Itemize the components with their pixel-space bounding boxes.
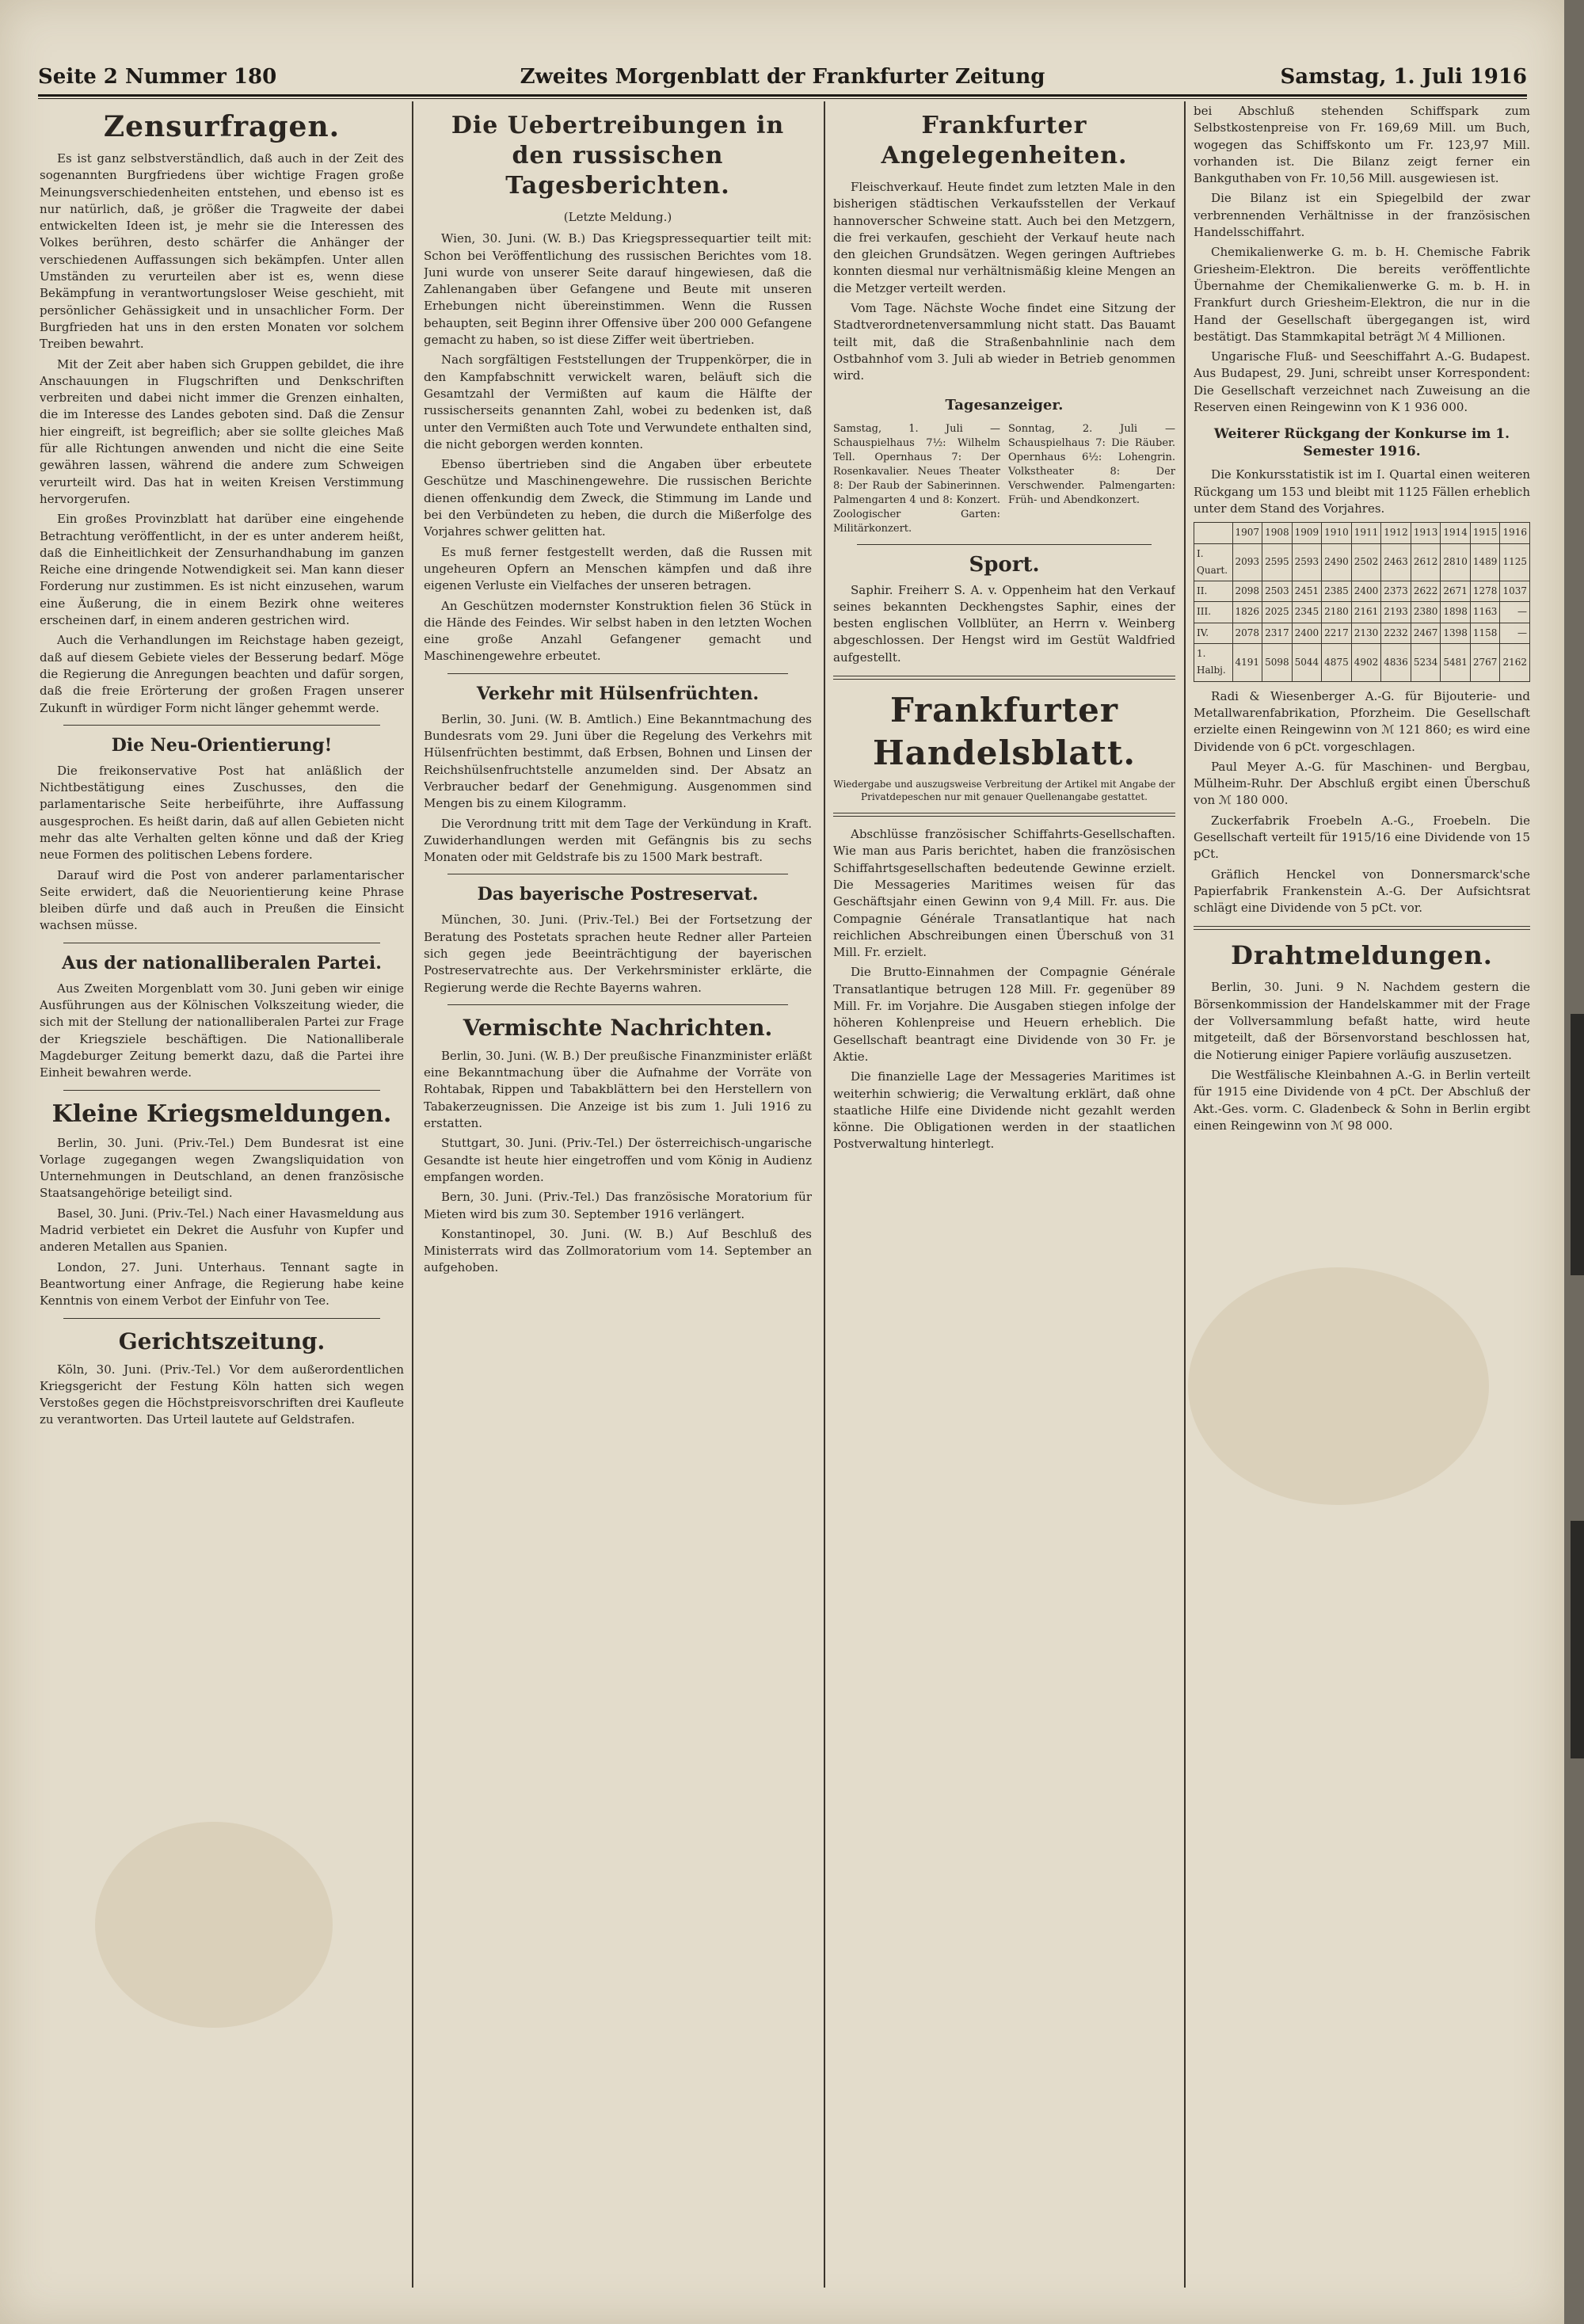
table-header-cell: 1908 <box>1262 523 1293 543</box>
table-header-cell: 1910 <box>1322 523 1352 543</box>
table-cell: 2467 <box>1411 623 1441 643</box>
table-cell: I. Quart. <box>1194 543 1233 581</box>
table-cell: 1398 <box>1441 623 1471 643</box>
article-paragraph: Auch die Verhandlungen im Reichstage haben gezeigt, daß auf diesem Gebiete vieles der Besserung bedarf. Möge die Regierung die Anregungen beachten und dafür sorgen, daß die freie Erörterung der großen Fragen unserer Zukunft in würdiger Form nicht länger gehemmt werde. <box>40 633 404 715</box>
table-cell: 2317 <box>1262 623 1293 643</box>
table-header-cell: 1911 <box>1351 523 1381 543</box>
table-body <box>1194 543 1530 681</box>
table-cell: 4875 <box>1322 644 1352 682</box>
article-paragraph: Chemikalienwerke G. m. b. H. Chemische Fabrik Griesheim-Elektron. Die bereits veröffentlichte Übernahme der Chemikalienwerke G. m. b. H. in Frankfurt durch Griesheim-Elektron, die nur in die Hand der Gesellschaft übergegangen ist, wird bestätigt. Das Stammkapital beträgt ℳ 4 Millionen. <box>1194 245 1530 344</box>
table-cell: 2400 <box>1351 581 1381 602</box>
table-cell: 2345 <box>1292 602 1322 623</box>
table-header-row <box>1194 523 1530 543</box>
table-cell: 4902 <box>1351 644 1381 682</box>
article-paragraph: Darauf wird die Post von anderer parlamentarischer Seite erwidert, daß die Neuorientierung keine Phrase bleiben dürfe und daß auch in Preußen die Einsicht wachsen müsse. <box>40 867 404 933</box>
article-paragraph: Basel, 30. Juni. (Priv.-Tel.) Nach einer Havasmeldung aus Madrid verbietet ein Dekret die Ausfuhr von Kupfer und anderen Metallen aus Spanien. <box>40 1206 404 1255</box>
table-row <box>1194 623 1530 643</box>
table-cell: III. <box>1194 602 1233 623</box>
article-paragraph: Konstantinopel, 30. Juni. (W. B.) Auf Beschluß des Ministerrats wird das Zollmoratorium vom 14. September an aufgehoben. <box>424 1226 812 1275</box>
table-cell: 4191 <box>1232 644 1262 682</box>
column-3 <box>833 103 1175 2289</box>
article-separator <box>857 544 1152 545</box>
table-cell: 2593 <box>1292 543 1322 581</box>
table-cell: 1489 <box>1470 543 1500 581</box>
article-heading: Das bayerische Postreservat. <box>477 884 759 905</box>
listing-sunday: Sonntag, 2. Juli — Schauspielhaus 7: Die Räuber. Opernhaus 6½: Lohengrin. Volkstheater 8: Der Verschwender. Palmengarten: Früh- und Abendkonzert. <box>1008 422 1175 506</box>
article-separator <box>447 1004 788 1005</box>
article-heading: Vermischte Nachrichten. <box>463 1014 773 1041</box>
masthead-title: Zweites Morgenblatt der Frankfurter Zeitung <box>520 65 1045 89</box>
section-rule <box>833 676 1175 680</box>
table-header-cell: 1915 <box>1470 523 1500 543</box>
article-paragraph: Stuttgart, 30. Juni. (Priv.-Tel.) Der österreichisch-ungarische Gesandte ist heute hier eingetroffen und vom König in Audienz empfangen worden. <box>424 1136 812 1184</box>
article-separator <box>63 1090 380 1091</box>
table-cell: 1278 <box>1470 581 1500 602</box>
table-cell: II. <box>1194 581 1233 602</box>
article-paragraph: Berlin, 30. Juni. (Priv.-Tel.) Dem Bundesrat ist eine Vorlage zugegangen wegen Zwangsliquidation von Unternehmungen in Deutschland, an denen französische Staatsangehörige beteiligt sind. <box>40 1135 404 1201</box>
table-cell: 2385 <box>1322 581 1352 602</box>
article-heading: Frankfurter Angelegenheiten. <box>881 112 1128 170</box>
table-cell: 5481 <box>1441 644 1471 682</box>
listing-saturday: Samstag, 1. Juli — Schauspielhaus 7½: Wilhelm Tell. Opernhaus 7: Der Rosenkavalier. Neues Theater 8: Der Raub der Sabinerinnen. Palmengarten 4 und 8: Konzert. Zoologischer Garten: Militärkonzert. <box>833 422 1000 535</box>
article-paragraph: Die Verordnung tritt mit dem Tage der Verkündung in Kraft. Zuwiderhandlungen werden mit Gefängnis bis zu sechs Monaten oder mit Geldstrafe bis zu 1500 Mark bestraft. <box>424 816 812 865</box>
column-4 <box>1194 103 1530 2289</box>
bankruptcy-table <box>1194 522 1530 681</box>
table-cell: 2463 <box>1381 543 1411 581</box>
article-paragraph: Es ist ganz selbstverständlich, daß auch in der Zeit des sogenannten Burgfriedens über wichtige Fragen große Meinungsverschiedenheiten entstehen, und ebenso ist es nur natürlich, daß, je größer die Tragweite der dabei entwickelten Ideen ist, je mehr sie die Interessen des Volkes berühren, desto schärfer die Anhänger der verschiedenen Auffassungen sich bekämpfen. Unter allen Umständen zu verurteilen aber ist es, wenn diese Bekämpfung in verantwortungsloser Weise geschieht, mit persönlicher Gehässigkeit und in unsachlicher Form. Der Burgfrieden hat uns in den ersten Monaten vor solchem Treiben bewahrt. <box>40 151 404 352</box>
article-paragraph: Berlin, 30. Juni. (W. B.) Der preußische Finanzminister erläßt eine Bekanntmachung über die Aufnahme der Vorräte von Rohtabak, Rippen und Tabakblättern bei den Herstellern von Tabakerzeugnissen. Die Anzeige ist bis zum 1. Juli 1916 zu erstatten. <box>424 1048 812 1131</box>
article-paragraph: Berlin, 30. Juni. (W. B. Amtlich.) Eine Bekanntmachung des Bundesrats vom 29. Juni über die Regelung des Verkehrs mit Hülsenfrüchten bestimmt, daß Erbsen, Bohnen und Linsen der Reichshülsenfruchtstelle anzumelden sind. Der Absatz an Verbraucher bedarf der Genehmigung. Ausgenommen sind Mengen bis zu einem Kilogramm. <box>424 711 812 811</box>
article-paragraph: Berlin, 30. Juni. 9 N. Nachdem gestern die Börsenkommission der Handelskammer mit der Frage der Vollversammlung befaßt hatte, wird heute mitgeteilt, daß der Börsenvorstand beschlossen hat, die Notierung einiger Papiere vorläufig auszusetzen. <box>1194 980 1530 1062</box>
event-listings <box>833 422 1175 536</box>
table-cell: 2767 <box>1470 644 1500 682</box>
table-cell: 2232 <box>1381 623 1411 643</box>
header-rule <box>38 98 1527 99</box>
header-rule <box>38 94 1527 97</box>
table-cell: 1898 <box>1441 602 1471 623</box>
article-separator <box>447 673 788 674</box>
section-rule <box>833 813 1175 817</box>
table-cell: 2380 <box>1411 602 1441 623</box>
table-header-cell <box>1194 523 1233 543</box>
table-header-cell: 1916 <box>1500 523 1530 543</box>
article-paragraph: London, 27. Juni. Unterhaus. Tennant sagte in Beantwortung einer Anfrage, die Regierung habe keine Kenntnis von einem Verbot der Einfuhr von Tee. <box>40 1259 404 1309</box>
table-cell: 2503 <box>1262 581 1293 602</box>
article-paragraph: Gräflich Henckel von Donnersmarck'sche Papierfabrik Frankenstein A.-G. Der Aufsichtsrat schlägt eine Dividende von 5 pCt. vor. <box>1194 867 1530 916</box>
table-header-cell: 1912 <box>1381 523 1411 543</box>
table-cell: 4836 <box>1381 644 1411 682</box>
table-cell: 1125 <box>1500 543 1530 581</box>
table-cell: 5098 <box>1262 644 1293 682</box>
article-separator <box>63 725 380 726</box>
table-header-cell: 1913 <box>1411 523 1441 543</box>
article-heading: Die Uebertreibungen in den russischen Tagesberichten. <box>451 112 785 200</box>
table-cell: — <box>1500 623 1530 643</box>
table-cell: 2025 <box>1262 602 1293 623</box>
article-paragraph: Paul Meyer A.-G. für Maschinen- und Bergbau, Mülheim-Ruhr. Der Abschluß ergibt einen Überschuß von ℳ 180 000. <box>1194 759 1530 808</box>
table-header-cell: 1907 <box>1232 523 1262 543</box>
article-heading: Kleine Kriegsmeldungen. <box>51 1099 392 1128</box>
article-heading: Die Neu-Orientierung! <box>111 734 333 756</box>
section-heading: Tagesanzeiger. <box>945 396 1064 413</box>
issue-date: Samstag, 1. Juli 1916 <box>1280 65 1527 89</box>
column-divider <box>412 101 413 2288</box>
section-heading: Sport. <box>969 552 1040 577</box>
article-heading: Aus der nationalliberalen Partei. <box>62 952 382 973</box>
table-header-cell: 1909 <box>1292 523 1322 543</box>
page-number: Seite 2 Nummer 180 <box>38 65 277 89</box>
article-paragraph: Aus Zweiten Morgenblatt vom 30. Juni geben wir einige Ausführungen aus der Kölnischen Volkszeitung wieder, die sich mit der Stellung der nationalliberalen Partei zur Frage der Kriegsziele beschäftigen. Die Nationalliberale Magdeburger Zeitung bemerkt dazu, daß die Partei ihre Einheit bewahren werde. <box>40 981 404 1080</box>
article-paragraph: Vom Tage. Nächste Woche findet eine Sitzung der Stadtverordnetenversammlung nicht statt. Das Bauamt teilt mit, daß die Straßenbahnlinie nach dem Ostbahnhof vom 3. Juli ab wieder in Betrieb genommen wird. <box>833 301 1175 383</box>
article-heading: Zensurfragen. <box>103 110 341 143</box>
table-cell: 2162 <box>1500 644 1530 682</box>
table-cell: 2130 <box>1351 623 1381 643</box>
table-cell: 2093 <box>1232 543 1262 581</box>
column-2 <box>424 103 812 2289</box>
article-paragraph: Die finanzielle Lage der Messageries Maritimes ist weiterhin schwierig; die Verwaltung erklärt, daß ohne staatliche Hilfe eine Dividende nicht gezahlt werden könne. Die Obligationen werden in der staatlichen Postverwaltung hinterlegt. <box>833 1069 1175 1152</box>
article-heading: Gerichtszeitung. <box>118 1328 326 1354</box>
article-paragraph: Fleischverkauf. Heute findet zum letzten Male in den bisherigen städtischen Verkaufsstellen der Verkauf hannoverscher Schweine statt. Auch bei den Metzgern, die frei verkaufen, geschieht der Verkauf heute nach den gleichen Grundsätzen. Wegen geringen Auftriebes konnten diesmal nur verhältnismäßig kleine Mengen an die Metzger verteilt werden. <box>833 180 1175 295</box>
table-row <box>1194 602 1530 623</box>
article-paragraph: Bern, 30. Juni. (Priv.-Tel.) Das französische Moratorium für Mieten wird bis zum 30. September 1916 verlängert. <box>424 1190 812 1221</box>
binding-clip <box>1571 1014 1584 1275</box>
table-row <box>1194 543 1530 581</box>
article-paragraph: bei Abschluß stehenden Schiffspark zum Selbstkostenpreise von Fr. 169,69 Mill. um Buch, wogegen das Schiffskonto um Fr. 123,97 Mill. vorhanden ist. Die Bilanz zeigt ferner ein Bankguthaben von Fr. 10,56 Mill. ausgewiesen ist. <box>1194 104 1530 186</box>
article-subtitle: (Letzte Meldung.) <box>563 210 672 224</box>
article-paragraph: Wien, 30. Juni. (W. B.) Das Kriegspressequartier teilt mit: Schon bei Veröffentlichung des russischen Berichtes vom 18. Juni wurde von unserer Seite darauf hingewiesen, daß die Zahlenangaben über Gefangene und Beute mit unseren Erhebungen nicht übereinstimmen. Wenn die Russen behaupten, seit Beginn ihrer Offensive über 200 000 Gefangene gemacht zu haben, so ist diese Ziffer weit übertrieben. <box>424 231 812 348</box>
article-paragraph: München, 30. Juni. (Priv.-Tel.) Bei der Fortsetzung der Beratung des Postetats sprachen heute Redner aller Parteien sich gegen jede Beeinträchtigung der bayerischen Postreservatrechte aus. Der Verkehrsminister erklärte, die Regierung werde die Rechte Bayerns wahren. <box>424 912 812 995</box>
article-paragraph: Die freikonservative Post hat anläßlich der Nichtbestätigung eines Zuschusses, den die parlamentarische Seite herbeiführte, ihre Auffassung ausgesprochen. Es heißt darin, daß auf allen Gebieten nicht mehr das alte Verhalten gelten könne und daß der Krieg neue Formen des politischen Lebens fordere. <box>40 763 404 863</box>
table-cell: 2098 <box>1232 581 1262 602</box>
table-cell: 2612 <box>1411 543 1441 581</box>
article-paragraph: Zuckerfabrik Froebeln A.-G., Froebeln. Die Gesellschaft verteilt für 1915/16 eine Dividende von 15 pCt. <box>1194 813 1530 862</box>
article-paragraph: Mit der Zeit aber haben sich Gruppen gebildet, die ihre Anschauungen in Flugschriften und Denkschriften verbreiten und dabei nicht immer die Grenzen einhalten, die im Interesse des Landes geboten sind. Daß die Zensur hier eingreift, ist begreiflich; aber sie sollte gleiches Maß für alle Richtungen anwenden und nicht die eine Seite gewähren lassen, während die andere zum Schweigen verurteilt wird. Das hat in weiten Kreisen Verstimmung hervorgerufen. <box>40 356 404 506</box>
article-paragraph: Ebenso übertrieben sind die Angaben über erbeutete Geschütze und Maschinengewehre. Die russischen Berichte dienen offenkundig dem Zweck, die Stimmung im Lande und bei den Verbündeten zu heben, die durch die Mißerfolge des Vorjahres schwer gelitten hat. <box>424 457 812 539</box>
table-cell: 2400 <box>1292 623 1322 643</box>
column-divider <box>1184 101 1186 2288</box>
reprint-notice: Wiedergabe und auszugsweise Verbreitung der Artikel mit Angabe der Privatdepeschen nur mit genauer Quellenangabe gestattet. <box>833 779 1175 803</box>
table-cell: 2595 <box>1262 543 1293 581</box>
article-paragraph: Radi & Wiesenberger A.-G. für Bijouterie- und Metallwarenfabrikation, Pforzheim. Die Gesellschaft erzielte einen Reingewinn von ℳ 121 860; es wird eine Dividende von 6 pCt. vorgeschlagen. <box>1194 688 1530 754</box>
table-cell: 1. Halbj. <box>1194 644 1233 682</box>
table-header-cell: 1914 <box>1441 523 1471 543</box>
table-cell: 2078 <box>1232 623 1262 643</box>
table-cell: 2490 <box>1322 543 1352 581</box>
column-divider <box>824 101 825 2288</box>
article-paragraph: Saphir. Freiherr S. A. v. Oppenheim hat den Verkauf seines bekannten Deckhengstes Saphir, eines der besten englischen Vollblüter, an Herrn v. Weinberg abgeschlossen. Der Hengst wird im Gestüt Waldfried aufgestellt. <box>833 582 1175 665</box>
article-heading: Weiterer Rückgang der Konkurse im 1. Semester 1916. <box>1213 426 1510 460</box>
article-paragraph: Die Konkursstatistik ist im I. Quartal einen weiteren Rückgang um 153 und bleibt mit 1125 Fällen erheblich unter dem Stand des Vorjahres. <box>1194 467 1530 516</box>
article-paragraph: An Geschützen modernster Konstruktion fielen 36 Stück in die Hände des Feindes. Wir selbst haben in den letzten Wochen eine große Anzahl Gefangener gemacht und Maschinengewehre erbeutet. <box>424 598 812 664</box>
section-banner: Frankfurter Handelsblatt. <box>872 691 1137 773</box>
table-cell: 2810 <box>1441 543 1471 581</box>
article-paragraph: Ein großes Provinzblatt hat darüber eine eingehende Betrachtung veröffentlicht, in der es unter anderem heißt, daß die Einheitlichkeit der Zensurhandhabung im ganzen Reiche eine dringende Notwendigkeit sei. Man kann dieser Forderung nur zustimmen. Es ist nicht einzusehen, warum eine Äußerung, die in einem Bezirk ohne weiteres erscheinen darf, in einem anderen gestrichen wird. <box>40 512 404 628</box>
article-heading: Verkehr mit Hülsenfrüchten. <box>476 683 760 704</box>
section-heading: Drahtmeldungen. <box>1231 940 1493 971</box>
table-cell: 2671 <box>1441 581 1471 602</box>
article-separator <box>63 1318 380 1319</box>
article-paragraph: Ungarische Fluß- und Seeschiffahrt A.-G. Budapest. Aus Budapest, 29. Juni, schreibt unser Korrespondent: Die Gesellschaft verzeichnet nach Zuweisung an die Reserven einen Reingewinn von K 1 936 000. <box>1194 349 1530 415</box>
table-row <box>1194 581 1530 602</box>
article-paragraph: Die Westfälische Kleinbahnen A.-G. in Berlin verteilt für 1915 eine Dividende von 4 pCt. Der Abschluß der Akt.-Ges. vorm. C. Gladenbeck & Sohn in Berlin ergibt einen Reingewinn von ℳ 98 000. <box>1194 1067 1530 1133</box>
table-cell: 2451 <box>1292 581 1322 602</box>
table-cell: 2193 <box>1381 602 1411 623</box>
table-cell: 2180 <box>1322 602 1352 623</box>
table-cell: 2502 <box>1351 543 1381 581</box>
table-cell: — <box>1500 602 1530 623</box>
section-rule <box>1194 926 1530 930</box>
table-cell: 2373 <box>1381 581 1411 602</box>
table-cell: 1037 <box>1500 581 1530 602</box>
table-cell: 1158 <box>1470 623 1500 643</box>
table-cell: 1826 <box>1232 602 1262 623</box>
article-paragraph: Es muß ferner festgestellt werden, daß die Russen mit ungeheuren Opfern an Menschen kämpfen und daß ihre eigenen Verluste ein Vielfaches der unseren betragen. <box>424 544 812 593</box>
column-1 <box>40 103 404 2289</box>
table-cell: 2217 <box>1322 623 1352 643</box>
table-cell: 5234 <box>1411 644 1441 682</box>
table-cell: 2161 <box>1351 602 1381 623</box>
article-paragraph: Die Bilanz ist ein Spiegelbild der zwar verbrennenden Verhältnisse in der französischen Handelsschiffahrt. <box>1194 191 1530 240</box>
binding-clip <box>1571 1521 1584 1758</box>
table-cell: 2622 <box>1411 581 1441 602</box>
article-paragraph: Köln, 30. Juni. (Priv.-Tel.) Vor dem außerordentlichen Kriegsgericht der Festung Köln hatten sich wegen Verstoßes gegen die Höchstpreisvorschriften drei Kaufleute zu verantworten. Das Urteil lautete auf Geldstrafen. <box>40 1362 404 1427</box>
table-cell: IV. <box>1194 623 1233 643</box>
article-paragraph: Die Brutto-Einnahmen der Compagnie Générale Transatlantique betrugen 128 Mill. Fr. gegenüber 89 Mill. Fr. im Vorjahre. Die Ausgaben stiegen infolge der höheren Kohlenpreise und Heuern erheblich. Die Gesellschaft beantragt eine Dividende von 30 Fr. je Aktie. <box>833 965 1175 1064</box>
page-header <box>38 65 1527 92</box>
table-row <box>1194 644 1530 682</box>
article-paragraph: Nach sorgfältigen Feststellungen der Truppenkörper, die in den Kampfabschnitt verwickelt waren, beläuft sich die Gesamtzahl der Vermißten auf kaum die Hälfte der russischerseits genannten Zahl, wobei zu bedenken ist, daß unter den Vermißten auch Tote und Verwundete enthalten sind, die nicht geborgen werden konnten. <box>424 352 812 451</box>
table-cell: 1163 <box>1470 602 1500 623</box>
table-cell: 5044 <box>1292 644 1322 682</box>
article-paragraph: Abschlüsse französischer Schiffahrts-Gesellschaften. Wie man aus Paris berichtet, haben die französischen Schiffahrtsgesellschaften bedeutende Gewinne erzielt. Die Messageries Maritimes weisen für das Geschäftsjahr einen Gewinn von 9,4 Mill. Fr. aus. Die Compagnie Générale Transatlantique hat nach reichlichen Abschreibungen einen Überschuß von 31 Mill. Fr. erzielt. <box>833 827 1175 960</box>
